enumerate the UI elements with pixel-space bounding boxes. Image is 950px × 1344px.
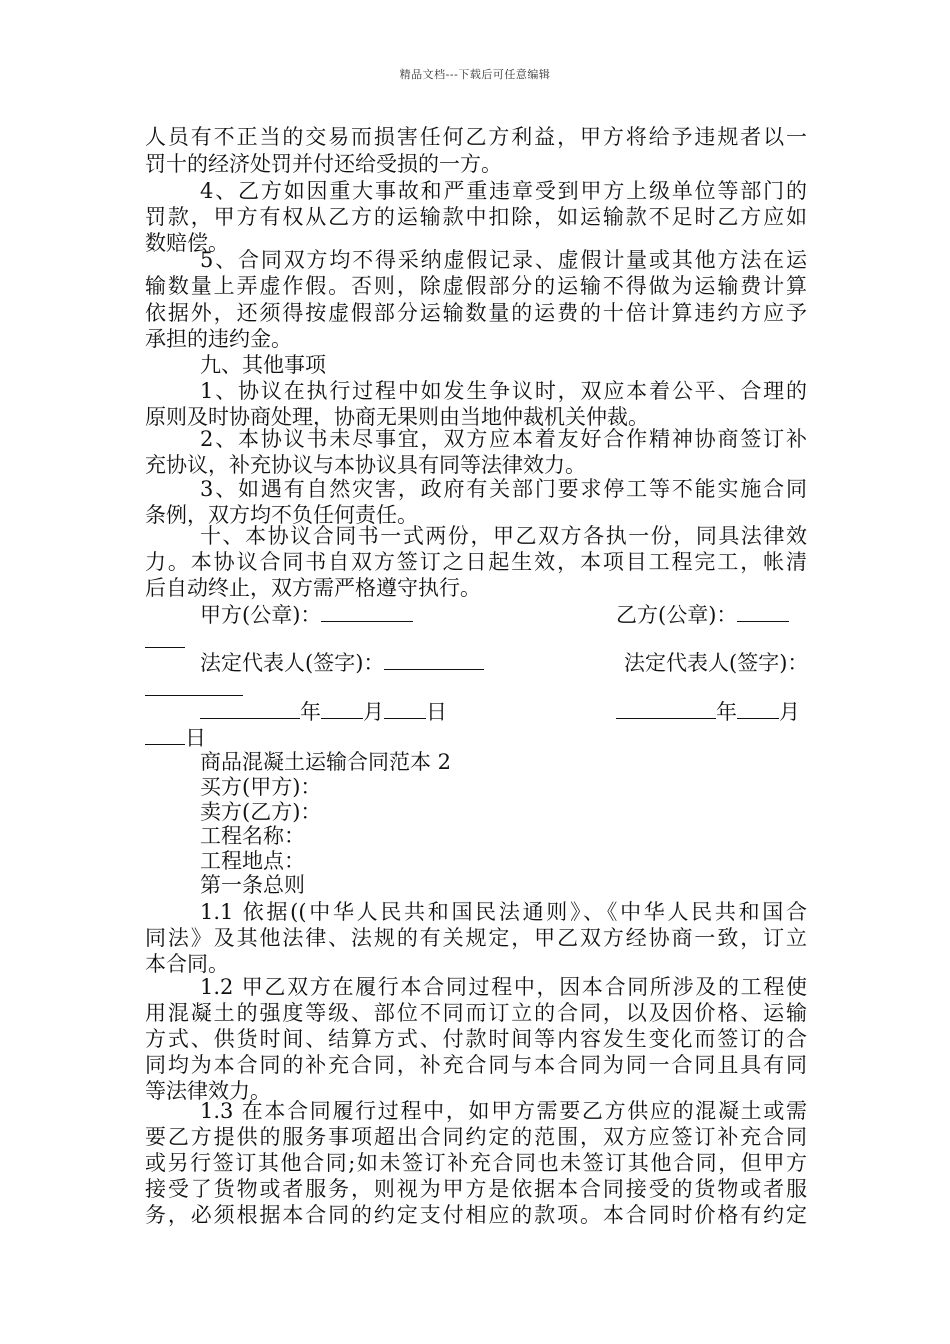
party-b-date — [616, 699, 800, 725]
day-label: 日 — [185, 726, 206, 750]
text-line: 充协议，补充协议与本协议具有同等法律效力。 — [145, 453, 586, 477]
buyer-field: 买方(甲方)： — [200, 775, 322, 799]
year-label: 年 — [300, 700, 321, 724]
text-line: 1、协议在执行过程中如发生争议时，双应本着公平、合理的 — [200, 379, 807, 403]
text-line: 原则及时协商处理，协商无果则由当地仲裁机关仲裁。 — [145, 405, 649, 429]
day-label: 日 — [426, 700, 447, 724]
text-line: 3、如遇有自然灾害，政府有关部门要求停工等不能实施合同 — [200, 477, 807, 501]
text-line: 2、本协议书未尽事宜，双方应本着友好合作精神协商签订补 — [200, 427, 807, 451]
party-a-rep — [200, 650, 484, 676]
text-line: 罚款，甲方有权从乙方的运输款中扣除，如运输款不足时乙方应如 — [145, 205, 807, 229]
month-blank[interactable] — [321, 700, 363, 719]
text-line: 同法》及其他法律、法规的有关规定，甲乙双方经协商一致，订立 — [145, 926, 807, 950]
text-line: 或另行签订其他合同;如未签订补充合同也未签订其他合同，但甲方 — [145, 1151, 807, 1175]
chapter-heading: 第一条总则 — [200, 873, 305, 897]
text-line: 要乙方提供的服务事项超出合同约定的范围，双方应签订补充合同 — [145, 1125, 807, 1149]
text-line: 用混凝土的强度等级、部位不同而订立的合同，以及因价格、运输 — [145, 1001, 807, 1025]
text-line: 1.3 在本合同履行过程中，如甲方需要乙方供应的混凝土或需 — [200, 1099, 807, 1123]
section-heading: 九、其他事项 — [200, 353, 326, 377]
month-blank[interactable] — [737, 700, 779, 719]
text-line: 方式、供货时间、结算方式、付款时间等内容发生变化而签订的合 — [145, 1027, 807, 1051]
year-blank[interactable] — [616, 700, 716, 719]
month-label: 月 — [779, 700, 800, 724]
blank-line[interactable] — [145, 629, 185, 648]
text-line: 人员有不正当的交易而损害任何乙方利益，甲方将给予违规者以一 — [145, 125, 807, 149]
day-blank[interactable] — [145, 726, 185, 745]
text-line: 1.2 甲乙双方在履行本合同过程中，因本合同所涉及的工程使 — [200, 975, 807, 999]
text-line: 十、本协议合同书一式两份，甲乙双方各执一份，同具法律效 — [200, 524, 807, 548]
party-a-seal-label: 甲方(公章)： — [200, 603, 322, 627]
day-blank[interactable] — [384, 700, 426, 719]
text-line: 等法律效力。 — [145, 1079, 271, 1103]
party-a-seal — [200, 602, 413, 628]
text-line: 5、合同双方均不得采纳虚假记录、虚假计量或其他方法在运 — [200, 248, 807, 272]
text-line: 本合同。 — [145, 952, 229, 976]
project-name-field: 工程名称： — [200, 824, 305, 848]
page-header: 精品文档---下载后可任意编辑 — [399, 68, 551, 81]
month-label: 月 — [363, 700, 384, 724]
party-a-rep-blank[interactable] — [384, 651, 484, 670]
party-b-seal — [616, 602, 789, 628]
text-line: 承担的违约金。 — [145, 327, 292, 351]
text-line: 接受了货物或者服务，则视为甲方是依据本合同接受的货物或者服 — [145, 1177, 807, 1201]
text-line: 数赔偿。 — [145, 231, 229, 255]
text-line: 罚十的经济处罚并付还给受损的一方。 — [145, 152, 502, 176]
text-line: 力。本协议合同书自双方签订之日起生效，本项目工程完工，帐清 — [145, 550, 807, 574]
party-b-seal-blank[interactable] — [737, 603, 789, 622]
party-a-date — [200, 699, 447, 725]
text-line: 依据外，还须得按虚假部分运输数量的运费的十倍计算违约方应予 — [145, 301, 807, 325]
party-a-rep-label: 法定代表人(签字)： — [200, 651, 385, 675]
contract2-title: 商品混凝土运输合同范本 2 — [200, 750, 452, 774]
text-line: 同均为本合同的补充合同，补充合同与本合同为同一合同且具有同 — [145, 1053, 807, 1077]
text-line: 1.1 依据((中华人民共和国民法通则》、《中华人民共和国合 — [200, 900, 807, 924]
party-b-seal-label: 乙方(公章)： — [616, 603, 738, 627]
party-b-date-cont — [145, 725, 206, 751]
project-location-field: 工程地点： — [200, 849, 305, 873]
text-line: 务，必须根据本合同的约定支付相应的款项。本合同时价格有约定 — [145, 1203, 807, 1227]
text-line: 输数量上弄虚作假。否则，除虚假部分的运输不得做为运输费计算 — [145, 274, 807, 298]
party-b-rep-label: 法定代表人(签字)： — [624, 651, 809, 675]
party-b-rep — [624, 650, 808, 676]
year-blank[interactable] — [200, 700, 300, 719]
blank-line[interactable] — [145, 677, 243, 696]
party-a-seal-blank[interactable] — [321, 603, 413, 622]
year-label: 年 — [716, 700, 737, 724]
text-line: 后自动终止，双方需严格遵守执行。 — [145, 576, 481, 600]
text-line: 4、乙方如因重大事故和严重违章受到甲方上级单位等部门的 — [200, 179, 807, 203]
seller-field: 卖方(乙方)： — [200, 800, 322, 824]
party-b-seal-blank-cont — [145, 628, 185, 654]
text-line: 条例，双方均不负任何责任。 — [145, 503, 418, 527]
